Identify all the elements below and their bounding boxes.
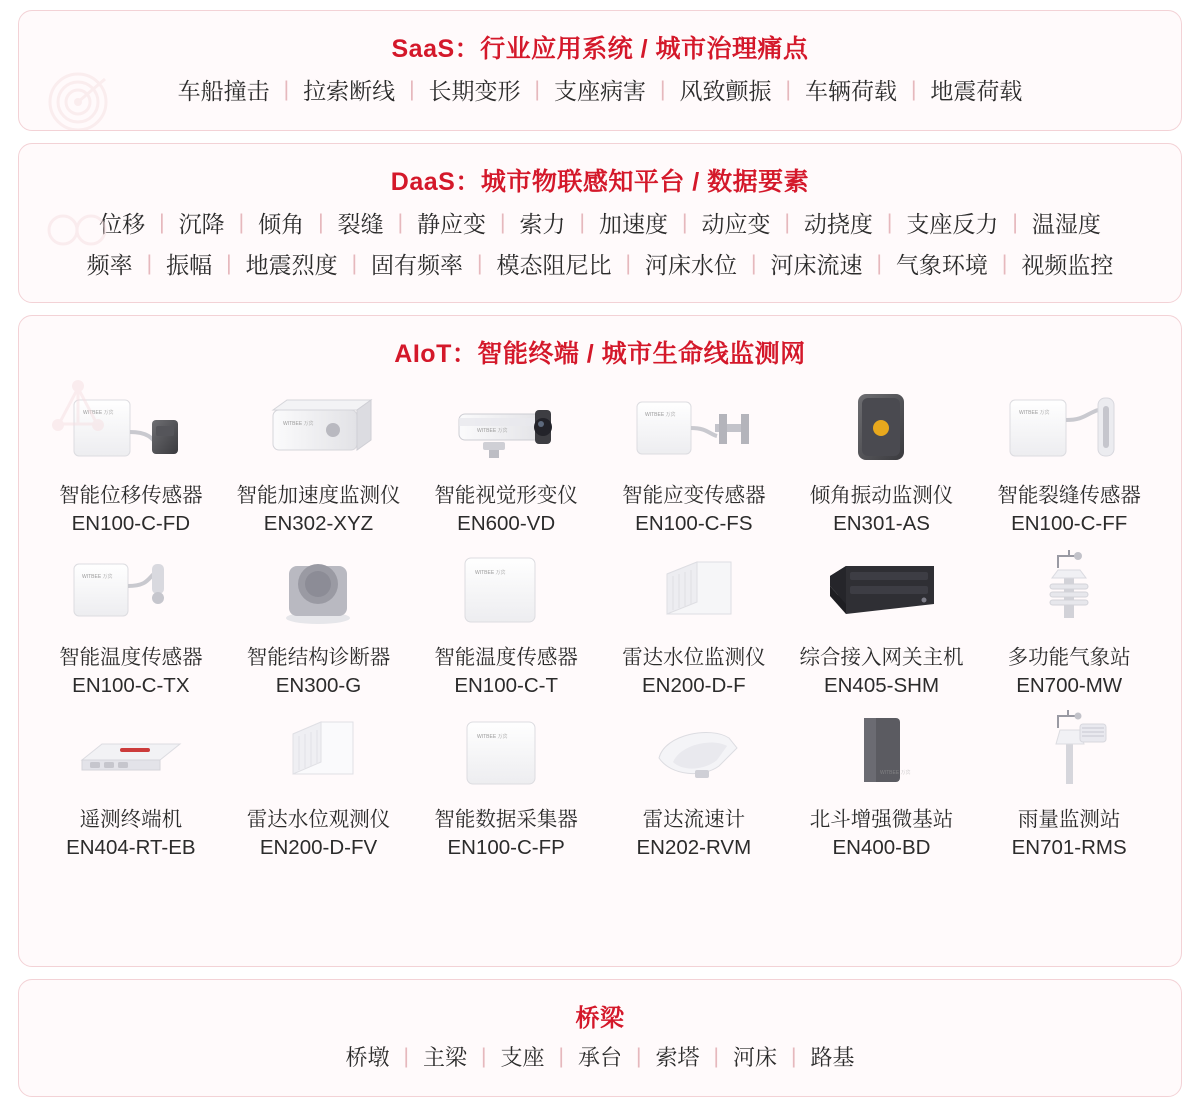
device-name: 综合接入网关主机 — [799, 646, 964, 669]
rain-gauge-station-icon — [994, 704, 1144, 800]
structure-diagnoser-icon — [243, 542, 393, 638]
device-name: 倾角振动监测仪 — [809, 484, 954, 507]
device-model: EN300-G — [275, 674, 362, 697]
device-model: EN100-C-FP — [447, 836, 565, 859]
item-separator: | — [681, 210, 688, 234]
gateway-rack-icon — [806, 542, 956, 638]
telemetry-terminal-illustration — [56, 704, 206, 800]
telemetry-terminal-icon — [56, 704, 206, 800]
item-separator: | — [477, 251, 483, 275]
temperature-sensor-probe-illustration — [56, 542, 206, 638]
item-separator: | — [534, 77, 540, 101]
tag-item[interactable]: 裂缝 — [337, 211, 384, 237]
device-card[interactable] — [412, 380, 600, 536]
saas-title-cn: 行业应用系统 / 城市治理痛点 — [480, 35, 809, 63]
device-model: EN100-C-TX — [72, 674, 190, 697]
tag-item[interactable]: 固有频率 — [371, 252, 464, 278]
radar-level-meter-illustration — [619, 542, 769, 638]
device-card[interactable] — [975, 704, 1163, 860]
tag-item[interactable]: 支座反力 — [906, 211, 999, 237]
tag-item[interactable]: 地震烈度 — [245, 252, 338, 278]
device-name: 雷达水位监测仪 — [622, 646, 766, 669]
tag-item[interactable]: 支座 — [500, 1045, 545, 1070]
device-card[interactable] — [788, 542, 976, 698]
daas-title-cn: 城市物联感知平台 / 数据要素 — [480, 168, 810, 196]
tag-item[interactable]: 桥墩 — [345, 1045, 390, 1070]
device-card[interactable] — [225, 704, 413, 860]
device-model: EN100-C-FD — [71, 512, 191, 535]
item-separator: | — [660, 77, 666, 101]
radar-velocimeter-icon — [619, 704, 769, 800]
svg-text:WITBEE 万宾: WITBEE 万宾 — [81, 574, 113, 580]
beidou-microstation-icon — [806, 704, 956, 800]
device-name: 智能裂缝传感器 — [997, 484, 1141, 507]
device-card[interactable] — [412, 704, 600, 860]
device-model: EN404-RT-EB — [66, 836, 196, 859]
device-card[interactable] — [600, 704, 788, 860]
tag-item[interactable]: 河床流速 — [770, 252, 863, 278]
tag-item[interactable]: 索塔 — [655, 1045, 700, 1070]
svg-text:WITBEE 万宾: WITBEE 万宾 — [283, 421, 315, 427]
device-card[interactable] — [788, 704, 976, 860]
item-separator: | — [886, 210, 893, 234]
device-name: 雨量监测站 — [1017, 808, 1121, 831]
device-model: EN700-MW — [1016, 674, 1123, 697]
aiot-title-en: AIoT： — [394, 340, 478, 368]
item-separator: | — [403, 1044, 410, 1068]
radar-level-observer-illustration — [243, 704, 393, 800]
device-card[interactable] — [975, 542, 1163, 698]
tag-item[interactable]: 支座病害 — [554, 78, 646, 104]
device-name: 智能温度传感器 — [59, 646, 203, 669]
item-separator: | — [1012, 210, 1018, 234]
tag-item[interactable]: 静应变 — [417, 211, 487, 237]
tag-item[interactable]: 加速度 — [598, 211, 668, 237]
device-card[interactable] — [225, 542, 413, 698]
tag-item[interactable]: 主梁 — [423, 1045, 468, 1070]
device-name: 遥测终端机 — [79, 808, 183, 831]
item-separator: | — [238, 210, 245, 234]
tag-item[interactable]: 风致颤振 — [679, 78, 772, 104]
item-separator: | — [579, 210, 585, 234]
bridge-panel — [18, 979, 1182, 1097]
device-card[interactable] — [37, 704, 225, 860]
item-separator: | — [713, 1044, 719, 1068]
accelerometer-box-illustration — [243, 380, 393, 476]
device-model: EN600-VD — [457, 512, 556, 535]
tag-item[interactable]: 沉降 — [178, 211, 225, 237]
item-separator: | — [1001, 251, 1008, 275]
item-separator: | — [500, 210, 506, 234]
device-name: 多功能气象站 — [1007, 646, 1131, 669]
device-name: 智能视觉形变仪 — [434, 484, 578, 507]
device-card[interactable] — [600, 380, 788, 536]
displacement-sensor-illustration — [56, 380, 206, 476]
daas-title-en: DaaS： — [390, 168, 481, 196]
item-separator: | — [146, 251, 153, 275]
svg-text:WITBEE 万宾: WITBEE 万宾 — [82, 410, 114, 416]
device-name: 智能加速度监测仪 — [236, 484, 401, 507]
saas-title-en: SaaS： — [391, 35, 481, 63]
item-separator: | — [784, 210, 790, 234]
tag-item[interactable]: 河床 — [732, 1045, 777, 1070]
svg-text:WITBEE 万宾: WITBEE 万宾 — [644, 412, 676, 418]
tag-item[interactable]: 承台 — [577, 1045, 622, 1070]
tag-item[interactable]: 倾角 — [258, 211, 305, 237]
beidou-microstation-illustration — [806, 704, 956, 800]
device-grid — [19, 374, 1181, 876]
tag-item[interactable]: 视频监控 — [1021, 252, 1114, 278]
tag-item[interactable]: 车船撞击 — [177, 78, 270, 104]
strain-sensor-icon — [619, 380, 769, 476]
saas-title — [19, 11, 1181, 69]
accelerometer-box-icon — [243, 380, 393, 476]
svg-text:WITBEE 万宾: WITBEE 万宾 — [880, 770, 912, 776]
item-separator: | — [397, 210, 404, 234]
saas-panel — [18, 10, 1182, 131]
crack-sensor-icon — [994, 380, 1144, 476]
item-separator: | — [625, 251, 631, 275]
tag-item[interactable]: 动应变 — [701, 211, 771, 237]
device-model: EN400-BD — [832, 836, 931, 859]
data-collector-panel-icon — [431, 704, 581, 800]
device-card[interactable] — [788, 380, 976, 536]
aiot-title — [19, 316, 1181, 374]
svg-text:WITBEE 万宾: WITBEE 万宾 — [477, 428, 508, 434]
aiot-panel — [18, 315, 1182, 967]
item-separator: | — [481, 1044, 487, 1068]
device-model: EN301-AS — [833, 512, 930, 535]
tag-item[interactable]: 气象环境 — [895, 252, 988, 278]
daas-panel — [18, 143, 1182, 303]
tag-item[interactable]: 地震荷载 — [930, 78, 1023, 104]
tag-item[interactable]: 路基 — [810, 1045, 855, 1070]
device-name: 智能应变传感器 — [622, 484, 766, 507]
tag-item[interactable]: 温湿度 — [1031, 211, 1101, 237]
device-name: 北斗增强微基站 — [809, 808, 954, 831]
item-separator: | — [785, 77, 791, 101]
device-card[interactable] — [225, 380, 413, 536]
item-separator: | — [226, 251, 232, 275]
data-collector-panel-illustration — [431, 704, 581, 800]
item-separator: | — [159, 210, 165, 234]
strain-sensor-illustration — [619, 380, 769, 476]
device-name: 雷达水位观测仪 — [246, 808, 391, 831]
tag-item[interactable]: 拉索断线 — [303, 78, 396, 104]
item-separator: | — [318, 210, 324, 234]
vision-camera-illustration — [431, 380, 581, 476]
device-model: EN100-C-T — [454, 674, 558, 697]
device-model: EN202-RVM — [636, 836, 752, 859]
tag-item[interactable]: 河床水位 — [644, 252, 737, 278]
tag-item[interactable]: 长期变形 — [428, 78, 521, 104]
device-model: EN200-D-F — [641, 674, 746, 697]
tag-item[interactable]: 频率 — [86, 252, 133, 278]
item-separator: | — [636, 1044, 642, 1068]
crack-sensor-illustration — [994, 380, 1144, 476]
temperature-panel-icon — [431, 542, 581, 638]
tag-item[interactable]: 索力 — [519, 211, 566, 237]
device-card[interactable] — [37, 542, 225, 698]
structure-diagnoser-illustration — [243, 542, 393, 638]
aiot-title-cn: 智能终端 / 城市生命线监测网 — [477, 340, 806, 368]
vision-camera-icon — [431, 380, 581, 476]
daas-title — [19, 144, 1181, 202]
item-separator: | — [750, 251, 757, 275]
device-card[interactable] — [975, 380, 1163, 536]
radar-level-meter-icon — [619, 542, 769, 638]
device-model: EN302-XYZ — [263, 512, 374, 535]
item-separator: | — [351, 251, 358, 275]
device-name: 智能温度传感器 — [434, 646, 578, 669]
device-card[interactable] — [412, 542, 600, 698]
daas-item-row-1 — [19, 202, 1181, 243]
temperature-panel-illustration — [431, 542, 581, 638]
daas-item-row-2 — [19, 243, 1181, 284]
bridge-title: 桥梁 — [575, 1005, 625, 1032]
tilt-vibration-module-illustration — [806, 380, 956, 476]
temperature-sensor-probe-icon — [56, 542, 206, 638]
device-name: 智能位移传感器 — [59, 484, 203, 507]
tag-item[interactable]: 位移 — [99, 211, 146, 237]
device-card[interactable] — [600, 542, 788, 698]
radar-level-observer-icon — [243, 704, 393, 800]
svg-text:WITBEE 万宾: WITBEE 万宾 — [475, 570, 506, 576]
item-separator: | — [910, 77, 917, 101]
displacement-sensor-icon — [56, 380, 206, 476]
bridge-item-row — [19, 1037, 1181, 1076]
device-name: 智能数据采集器 — [434, 808, 578, 831]
saas-item-row — [19, 69, 1181, 110]
device-model: EN100-C-FF — [1011, 512, 1128, 535]
tag-item[interactable]: 车辆荷载 — [804, 78, 897, 104]
tilt-vibration-module-icon — [806, 380, 956, 476]
item-separator: | — [409, 77, 415, 101]
device-name: 雷达流速计 — [642, 808, 746, 831]
svg-text:WITBEE 万宾: WITBEE 万宾 — [477, 734, 508, 740]
device-model: EN100-C-FS — [635, 512, 753, 535]
radar-velocimeter-illustration — [619, 704, 769, 800]
device-model: EN405-SHM — [823, 674, 940, 697]
item-separator: | — [790, 1044, 797, 1068]
item-separator: | — [876, 251, 882, 275]
tag-item[interactable]: 模态阻尼比 — [496, 252, 612, 278]
gateway-rack-illustration — [806, 542, 956, 638]
item-separator: | — [283, 77, 290, 101]
svg-text:WITBEE 万宾: WITBEE 万宾 — [1019, 410, 1050, 416]
device-model: EN200-D-FV — [259, 836, 378, 859]
rain-gauge-station-illustration — [994, 704, 1144, 800]
weather-station-icon — [994, 542, 1144, 638]
weather-station-illustration — [994, 542, 1144, 638]
device-name: 智能结构诊断器 — [246, 646, 391, 669]
device-model: EN701-RMS — [1011, 836, 1127, 859]
tag-item[interactable]: 振幅 — [166, 252, 213, 278]
device-card[interactable] — [37, 380, 225, 536]
tag-item[interactable]: 动挠度 — [803, 211, 873, 237]
item-separator: | — [558, 1044, 564, 1068]
